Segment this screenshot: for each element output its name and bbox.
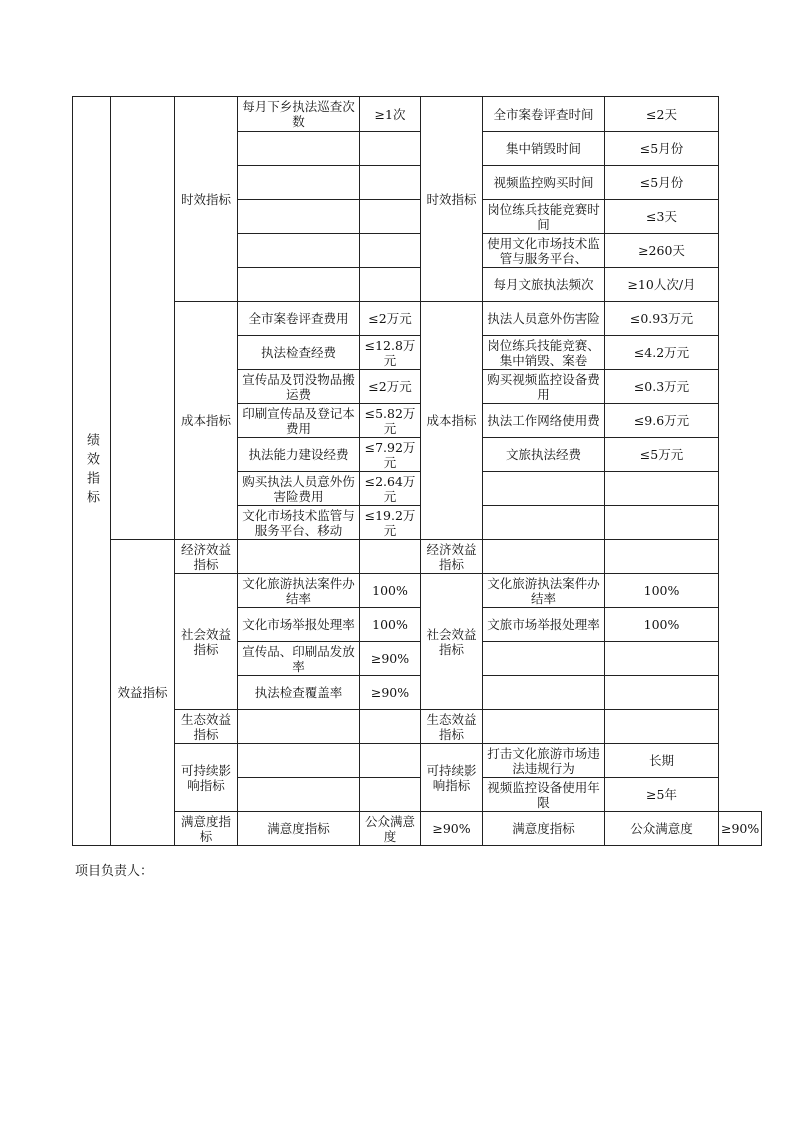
cost-label-right: 成本指标 [421, 302, 483, 540]
timeliness-label-left: 时效指标 [175, 97, 238, 302]
sustain-label-right: 可持续影响指标 [421, 744, 483, 812]
indicator-value [360, 778, 421, 812]
indicator-name: 公众满意度 [605, 812, 719, 846]
indicator-value [360, 132, 421, 166]
indicator-value: ≤5月份 [605, 132, 719, 166]
indicator-value [605, 472, 719, 506]
sustain-label-left: 可持续影响指标 [175, 744, 238, 812]
indicator-name [238, 132, 360, 166]
indicator-name: 使用文化市场技术监管与服务平台、 [483, 234, 605, 268]
indicator-value: 100% [605, 608, 719, 642]
indicator-value: ≤5万元 [605, 438, 719, 472]
indicator-value: ≤2万元 [360, 370, 421, 404]
indicator-name: 文旅市场举报处理率 [483, 608, 605, 642]
indicator-value [605, 540, 719, 574]
indicator-value: ≥90% [719, 812, 762, 846]
indicator-name: 文化旅游执法案件办结率 [483, 574, 605, 608]
social-label-left: 社会效益指标 [175, 574, 238, 710]
indicator-value: ≥10人次/月 [605, 268, 719, 302]
indicator-value: 100% [360, 574, 421, 608]
indicator-name [483, 472, 605, 506]
indicator-name [483, 710, 605, 744]
benefit-indicator-label: 效益指标 [111, 540, 175, 846]
indicator-name: 执法人员意外伤害险 [483, 302, 605, 336]
indicator-name: 文旅执法经费 [483, 438, 605, 472]
indicator-name: 文化旅游执法案件办结率 [238, 574, 360, 608]
indicator-name [238, 540, 360, 574]
indicator-name: 全市案卷评查费用 [238, 302, 360, 336]
indicator-value: ≥90% [360, 642, 421, 676]
indicator-value: ≤5月份 [605, 166, 719, 200]
indicator-name: 打击文化旅游市场违法违规行为 [483, 744, 605, 778]
indicator-name [238, 778, 360, 812]
indicator-value [360, 234, 421, 268]
indicator-name: 印刷宣传品及登记本费用 [238, 404, 360, 438]
indicator-value: ≥1次 [360, 97, 421, 132]
indicator-value: ≥260天 [605, 234, 719, 268]
indicator-value [360, 710, 421, 744]
indicator-name: 岗位练兵技能竞赛时间 [483, 200, 605, 234]
social-label-right: 社会效益指标 [421, 574, 483, 710]
performance-indicator-table [72, 96, 762, 846]
indicator-value: ≤9.6万元 [605, 404, 719, 438]
indicator-name: 文化市场技术监管与服务平台、移动 [238, 506, 360, 540]
indicator-value [605, 676, 719, 710]
indicator-name [238, 710, 360, 744]
indicator-name [238, 268, 360, 302]
indicator-name [238, 744, 360, 778]
timeliness-label-right: 时效指标 [421, 97, 483, 302]
indicator-value: ≤2万元 [360, 302, 421, 336]
indicator-name: 公众满意度 [360, 812, 421, 846]
indicator-value: 100% [605, 574, 719, 608]
satisfaction-sub-label-left: 满意度指标 [238, 812, 360, 846]
indicator-name [483, 540, 605, 574]
economic-label-right: 经济效益指标 [421, 540, 483, 574]
indicator-name [483, 676, 605, 710]
indicator-value: ≥5年 [605, 778, 719, 812]
indicator-value [360, 540, 421, 574]
indicator-value: 100% [360, 608, 421, 642]
indicator-name: 执法检查经费 [238, 336, 360, 370]
indicator-name: 每月文旅执法频次 [483, 268, 605, 302]
indicator-name [238, 234, 360, 268]
indicator-name: 执法工作网络使用费 [483, 404, 605, 438]
satisfaction-sub-label-right: 满意度指标 [483, 812, 605, 846]
indicator-value: ≤19.2万元 [360, 506, 421, 540]
output-indicator-cell [111, 97, 175, 540]
indicator-name: 宣传品及罚没物品搬运费 [238, 370, 360, 404]
indicator-value: ≤2.64万元 [360, 472, 421, 506]
indicator-name: 岗位练兵技能竞赛、集中销毁、案卷 [483, 336, 605, 370]
eco-label-left: 生态效益指标 [175, 710, 238, 744]
indicator-name [483, 506, 605, 540]
indicator-name [238, 200, 360, 234]
satisfaction-indicator-label: 满意度指标 [175, 812, 238, 846]
indicator-name: 全市案卷评查时间 [483, 97, 605, 132]
indicator-value: ≤7.92万元 [360, 438, 421, 472]
indicator-value [605, 642, 719, 676]
indicator-value: ≤5.82万元 [360, 404, 421, 438]
indicator-value: ≤2天 [605, 97, 719, 132]
indicator-value [605, 506, 719, 540]
indicator-value: ≥90% [421, 812, 483, 846]
cost-label-left: 成本指标 [175, 302, 238, 540]
indicator-value: ≤3天 [605, 200, 719, 234]
indicator-name: 宣传品、印刷品发放率 [238, 642, 360, 676]
indicator-value [360, 268, 421, 302]
indicator-name [238, 166, 360, 200]
indicator-name: 执法能力建设经费 [238, 438, 360, 472]
indicator-name: 集中销毁时间 [483, 132, 605, 166]
economic-label-left: 经济效益指标 [175, 540, 238, 574]
indicator-value [360, 166, 421, 200]
indicator-name: 购买视频监控设备费用 [483, 370, 605, 404]
indicator-value: 长期 [605, 744, 719, 778]
performance-indicator-label: 绩效指标 [73, 97, 111, 846]
indicator-name: 执法检查覆盖率 [238, 676, 360, 710]
indicator-name: 文化市场举报处理率 [238, 608, 360, 642]
indicator-name [483, 642, 605, 676]
indicator-name: 视频监控设备使用年限 [483, 778, 605, 812]
indicator-value: ≤4.2万元 [605, 336, 719, 370]
project-lead-label: 项目负责人： [75, 864, 154, 879]
indicator-value [360, 744, 421, 778]
indicator-value: ≤0.93万元 [605, 302, 719, 336]
indicator-name: 每月下乡执法巡查次数 [238, 97, 360, 132]
indicator-value: ≤12.8万元 [360, 336, 421, 370]
indicator-value [605, 710, 719, 744]
indicator-name: 购买执法人员意外伤害险费用 [238, 472, 360, 506]
indicator-value: ≤0.3万元 [605, 370, 719, 404]
indicator-name: 视频监控购买时间 [483, 166, 605, 200]
indicator-value [360, 200, 421, 234]
indicator-value: ≥90% [360, 676, 421, 710]
eco-label-right: 生态效益指标 [421, 710, 483, 744]
